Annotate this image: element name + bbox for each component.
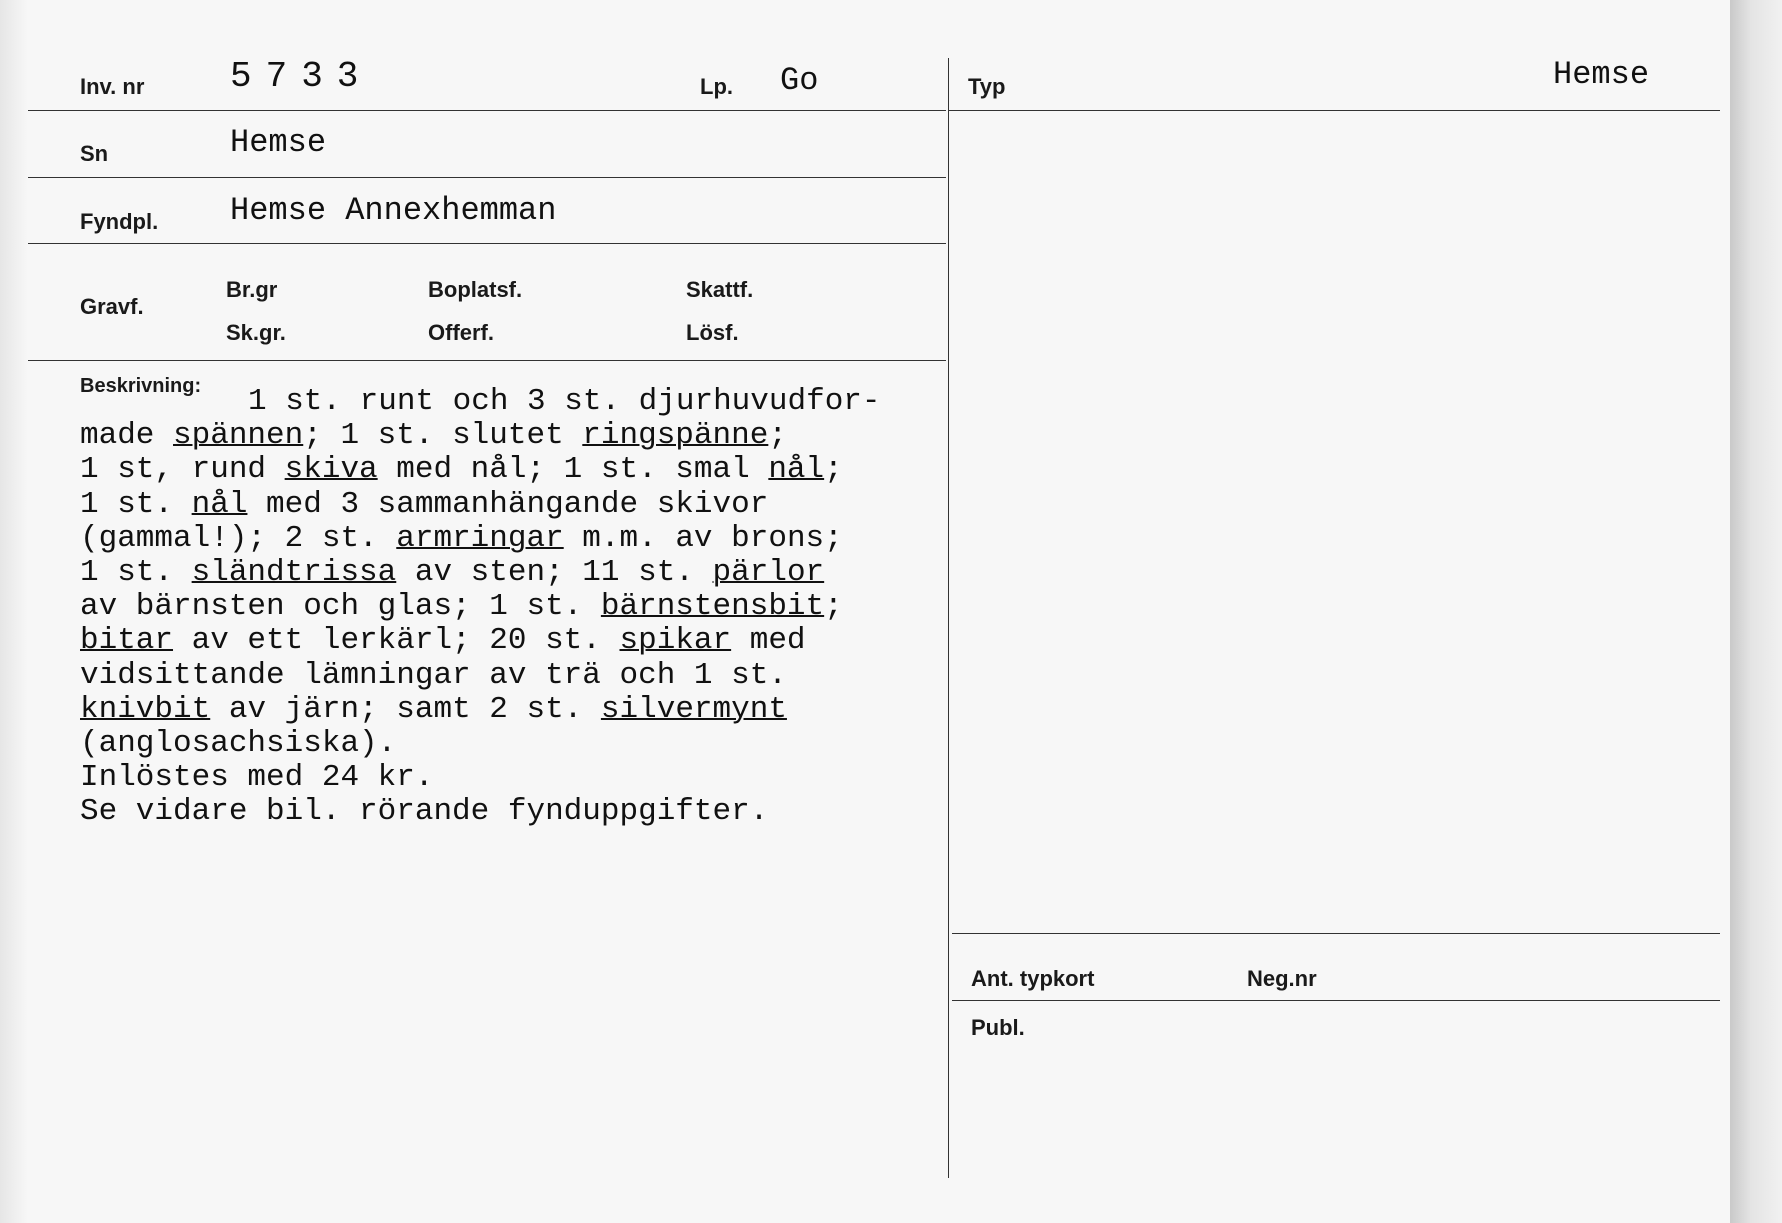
br-gr-label: Br.gr [226,277,278,302]
inv-nr-label: Inv. nr [80,74,145,99]
description-line [80,488,881,522]
description-line [80,419,881,453]
rule-fyndpl [28,243,946,244]
fyndpl-label: Fyndpl. [80,209,159,234]
skattf-label: Skattf. [686,277,754,302]
description-line [80,556,881,590]
description-segment: ; 1 st. slutet [303,418,583,454]
gravf-label: Gravf. [80,294,144,319]
underlined-term: ringspänne [582,418,769,454]
publ-label: Publ. [971,1015,1025,1040]
losf-label: Lösf. [686,320,739,345]
card-right-edge [1730,0,1782,1223]
sn-value: Hemse [230,124,327,161]
fyndpl-value: Hemse Annexhemman [230,192,557,229]
description-segment: (anglosachsiska). [80,725,397,761]
description-segment: av sten; 11 st. [396,554,713,590]
description-line [80,453,881,487]
description-line [80,795,881,829]
description-line [80,659,881,693]
description-segment: av bärnsten och glas; 1 st. [80,589,601,625]
description-segment: Se vidare bil. rörande fynduppgifter. [80,794,769,830]
description-segment: 1 st. [80,486,192,522]
column-divider [948,58,949,1178]
underlined-term: spikar [619,623,732,659]
underlined-term: spännen [173,418,304,454]
underlined-term: silvermynt [600,691,787,727]
description-segment: av ett lerkärl; 20 st. [173,623,620,659]
underlined-term: nål [191,486,248,522]
description-line [80,590,881,624]
description-segment: 1 st. [80,554,192,590]
typ-label: Typ [968,74,1006,99]
description-line [80,385,881,419]
lp-label: Lp. [700,74,733,99]
neg-nr-label: Neg.nr [1247,966,1317,991]
description-segment: ; [768,418,787,454]
underlined-term: bitar [80,623,174,659]
rule-gravf [28,360,946,361]
description-segment: med nål; 1 st. smal [377,452,769,488]
description-segment: av järn; samt 2 st. [210,691,601,727]
rule-ant-typkort [952,933,1720,934]
underlined-term: skiva [284,452,378,488]
lp-value: Go [780,62,819,99]
description-segment: (gammal!); 2 st. [80,520,397,556]
description-segment: made [80,418,174,454]
description-segment: 1 st, rund [80,452,285,488]
description-line [80,693,881,727]
description-segment: ; [824,452,843,488]
description-segment: vidsittande lämningar av trä och 1 st. [80,657,787,693]
underlined-term: pärlor [712,554,825,590]
corner-place: Hemse [1553,56,1650,93]
rule-inv [28,110,946,111]
description-segment: Inlöstes med 24 kr. [80,760,434,796]
description-line [80,727,881,761]
rule-sn [28,177,946,178]
underlined-term: knivbit [80,691,211,727]
description-line [80,761,881,795]
description-segment: med [731,623,806,659]
description-segment: med 3 sammanhängande skivor [247,486,769,522]
description-line [80,624,881,658]
description-text [80,385,881,829]
description-line [80,522,881,556]
underlined-term: nål [768,452,825,488]
inv-nr-value: 5733 [230,56,373,97]
underlined-term: armringar [396,520,564,556]
boplatsf-label: Boplatsf. [428,277,523,302]
rule-typ [948,110,1720,111]
offerf-label: Offerf. [428,320,494,345]
rule-publ [952,1000,1720,1001]
description-segment: m.m. av brons; [563,520,843,556]
description-segment: ; [824,589,843,625]
description-segment: 1 st. runt och 3 st. djurhuvudfor- [248,384,881,419]
sn-label: Sn [80,141,109,166]
ant-typkort-label: Ant. typkort [971,966,1095,991]
underlined-term: bärnstensbit [600,589,825,625]
sk-gr-label: Sk.gr. [226,320,286,345]
underlined-term: sländtrissa [191,554,397,590]
card-left-shadow [0,0,28,1223]
beskrivning-label: Beskrivning: [80,375,202,397]
